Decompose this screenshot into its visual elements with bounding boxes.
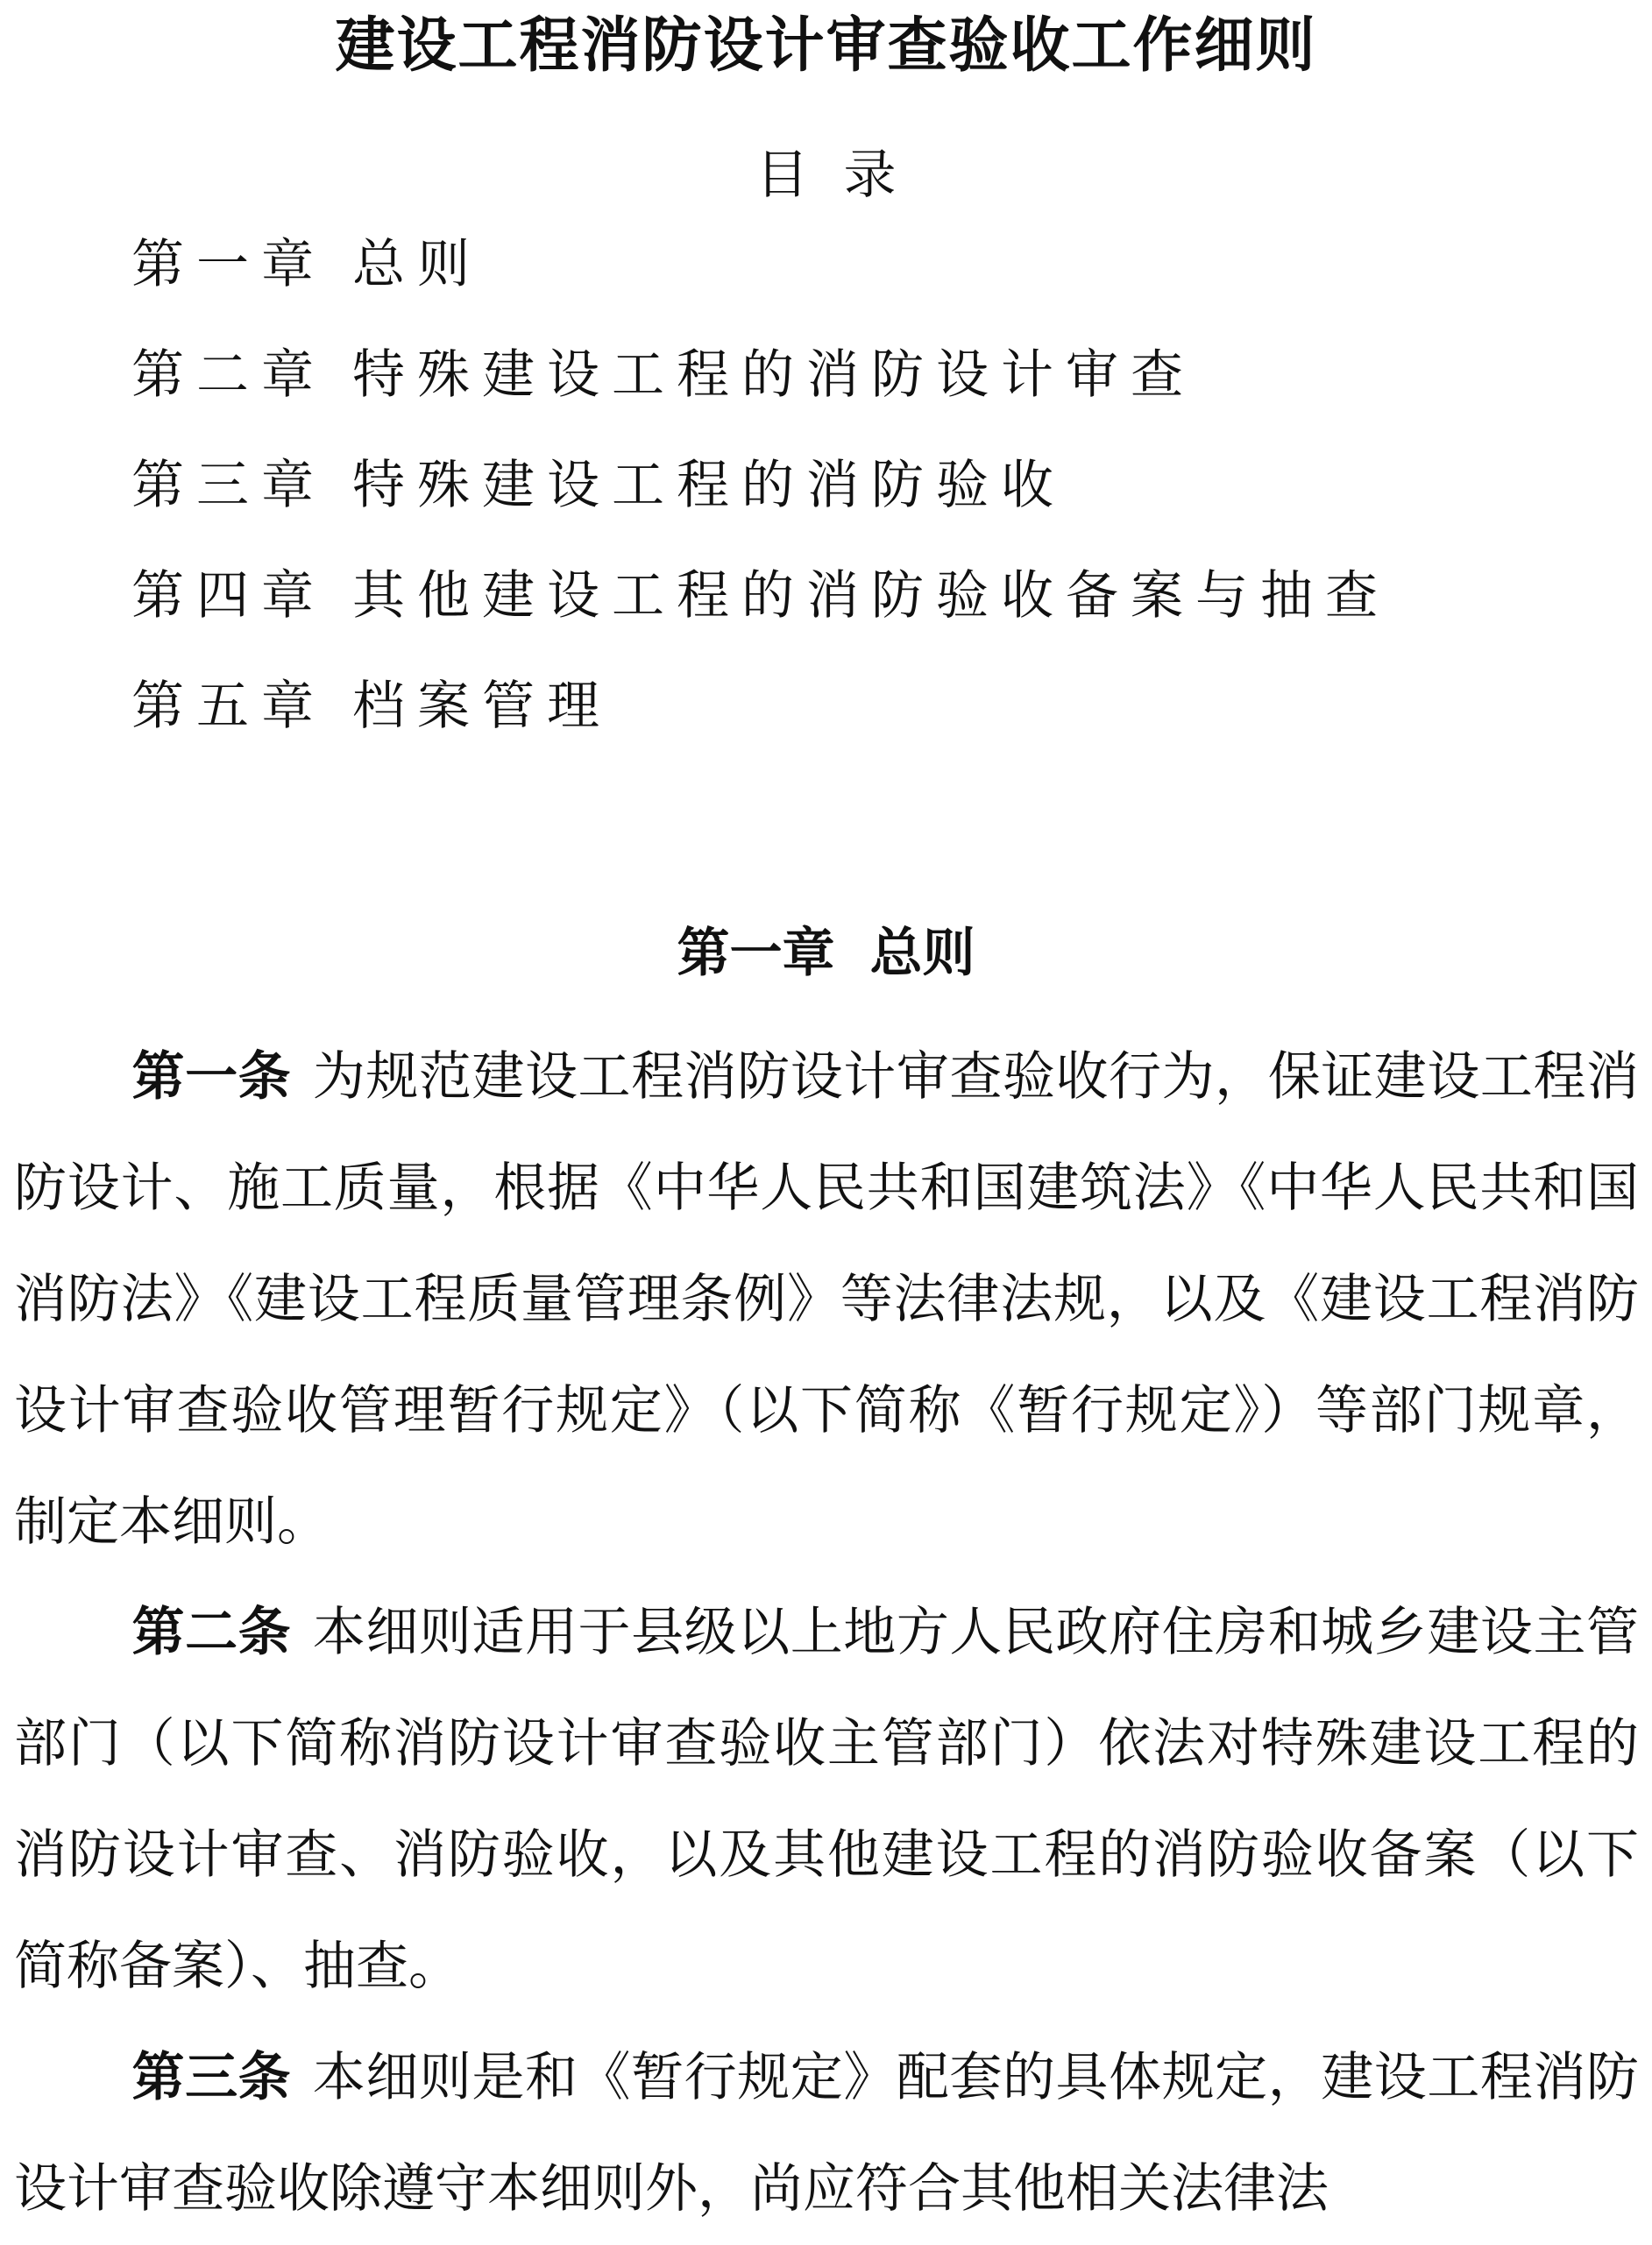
- article-label: 第二条: [131, 1602, 292, 1663]
- article-text: 本细则适用于县级以上地方人民政府住房和城乡建设主管部门（以下简称消防设计审查验收主管部门）依法对特殊建设工程的消防设计审查、消防验收，以及其他建设工程的消防验收备案（以下简称备案）、抽查。: [14, 1602, 1640, 1997]
- toc-heading: 目录: [755, 145, 932, 206]
- toc-item: [131, 230, 482, 300]
- article-text: 为规范建设工程消防设计审查验收行为，保证建设工程消防设计、施工质量，根据《中华人民共和国建筑法》《中华人民共和国消防法》《建设工程质量管理条例》等法律法规，以及《建设工程消防设计审查验收管理暂行规定》（以下简称《暂行规定》）等部门规章，制定本细则。: [14, 1046, 1640, 1553]
- toc-chapter-title: 其他建设工程的消防验收备案与抽查: [352, 565, 1390, 627]
- toc-chapter-title: 特殊建设工程的消防验收: [352, 455, 1066, 516]
- article-paragraph: [14, 2022, 1639, 2245]
- article-text: 本细则是和《暂行规定》配套的具体规定，建设工程消防设计审查验收除遵守本细则外，尚应符合其他相关法律法: [14, 2047, 1640, 2220]
- toc-chapter-title: 档案管理: [352, 676, 612, 737]
- toc-chapter-number: 第五章: [131, 676, 326, 737]
- toc-chapter-number: 第一章: [131, 234, 326, 295]
- toc-chapter-number: 第三章: [131, 455, 326, 516]
- toc-chapter-number: 第四章: [131, 565, 326, 627]
- document-title: 建设工程消防设计审查验收工作细则: [335, 11, 1317, 81]
- toc-chapter-title: 总则: [352, 234, 482, 295]
- article-paragraph: [14, 1022, 1639, 1578]
- toc-item: [131, 671, 612, 741]
- toc-chapter-number: 第二章: [131, 344, 326, 406]
- article-paragraph: [14, 1577, 1639, 2022]
- article-label: 第一条: [131, 1046, 292, 1108]
- toc-item: [131, 450, 1066, 521]
- chapter-number: 第一章: [677, 923, 835, 984]
- chapter-title: 总则: [869, 923, 975, 984]
- chapter-heading: [0, 918, 1652, 988]
- toc-chapter-title: 特殊建设工程的消防设计审查: [352, 344, 1195, 406]
- toc-item: [131, 561, 1390, 631]
- article-label: 第三条: [131, 2047, 292, 2108]
- toc-item: [131, 340, 1195, 410]
